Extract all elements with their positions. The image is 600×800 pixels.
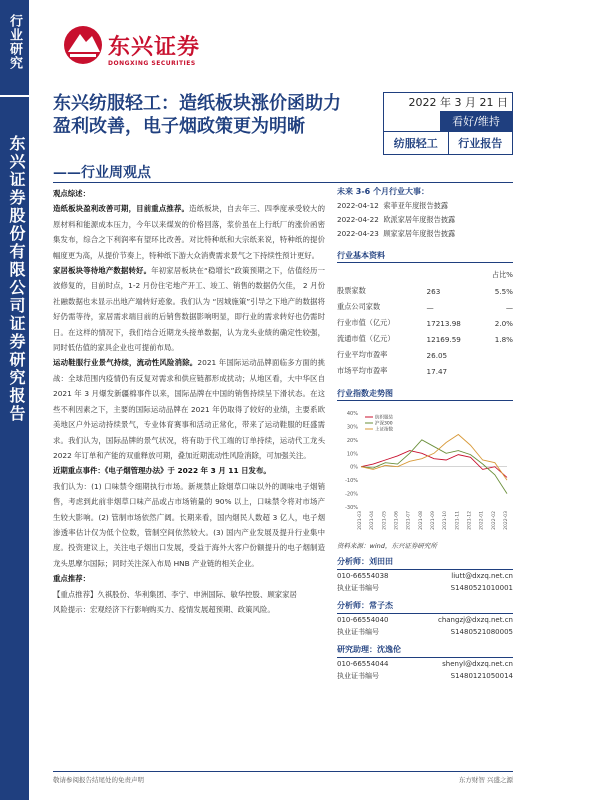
- chart-source: 资料来源：wind，东兴证券研究所: [337, 542, 437, 550]
- y-tick-label: -30%: [345, 505, 358, 511]
- series-line: [361, 434, 507, 480]
- recommendation-list: 【重点推荐】久祺股份、华利集团、李宁、申洲国际、敏华控股、顾家家居: [53, 589, 297, 599]
- analyst-title: 分析师：刘田田: [337, 554, 513, 570]
- analyst-title: 分析师：常子杰: [337, 598, 513, 614]
- x-tick-label: 2021-05: [382, 511, 388, 530]
- tag-type: 行业报告: [448, 131, 513, 154]
- analyst-title: 研究助理：沈逸伦: [337, 642, 513, 658]
- report-date: 2022 年 3 月 21 日: [408, 96, 508, 109]
- x-tick-label: 2022-02: [491, 511, 497, 530]
- page-footer: [53, 771, 513, 784]
- stats-table: [337, 267, 513, 379]
- paragraph-body: 造纸板块，自去年三、四季度承受较大的原材料和能源成本压力，今年以来煤炭的价格回落，浆价虽在上行纸厂的涨价函密集发布，综合之下利润率有望环比改善。对比特种纸和大宗纸来说，特种纸的提价幅度更为高，从提价节奏上，特种纸下游大众消费需求景气之下持续性预计更好。: [53, 204, 325, 260]
- x-tick-label: 2021-03: [358, 511, 363, 530]
- table-row: 行业市值（亿元） 17213.98 2.0%: [337, 318, 513, 328]
- tag-industry: 纺服轻工: [384, 131, 448, 154]
- x-tick-label: 2022-03: [504, 511, 509, 530]
- table-row: 流通市值（亿元） 12169.59 1.8%: [337, 334, 513, 344]
- x-tick-label: 2021-11: [455, 511, 461, 530]
- index-chart: [337, 407, 513, 539]
- analyst-block: [337, 554, 513, 682]
- x-tick-label: 2021-06: [394, 511, 400, 530]
- events-list: [337, 199, 513, 241]
- paragraph-body: 年初家居板块在“稳增长”政策预期之下，估值经历一波修复的，目前时点，1-2 月份住宅地产开工、竣工、销售的数据仍欠佳， 2 月份社融数据也未显示出地产端转好迹象。我们认为 “因城施策”引导之下地产的数据将好仍需等待，家居需求端目前的后销售数据影响明显，即行业的需求转好也仍需时日。在这样的情况下，我们结合近期龙头接单数据，认为龙头业绩的确定性较强，同时低估值的家具企业也可提前布局。: [53, 266, 325, 353]
- x-tick-label: 2022-01: [479, 511, 485, 530]
- analyst-contact: 010-66554040 changzj@dxzq.net.cn: [337, 616, 513, 624]
- y-tick-label: 30%: [346, 424, 358, 431]
- x-tick-label: 2021-09: [431, 511, 436, 530]
- legend-label: 纺织服装: [375, 415, 393, 421]
- y-tick-label: 40%: [346, 411, 358, 417]
- rating-badge: 看好/维持: [440, 111, 512, 131]
- y-tick-label: -10%: [345, 478, 358, 485]
- table-row: 股票家数 263 5.5%: [337, 286, 513, 296]
- report-meta-box: [383, 92, 513, 155]
- table-row: 市场平均市盈率 17.47: [337, 366, 448, 376]
- table-row: 重点公司家数 — —: [337, 302, 513, 312]
- section-heading: 观点综述：: [53, 189, 90, 198]
- event-item: 2022-04-12 索菲亚年度报告披露: [337, 201, 449, 210]
- paragraph-lead: 运动鞋服行业景气持续，流动性风险消除。: [53, 358, 198, 368]
- legend-label: 沪深300: [375, 421, 393, 427]
- y-tick-label: -20%: [345, 491, 358, 498]
- event-item: 2022-04-23 顾家家居年度报告披露: [337, 229, 456, 238]
- report-subtitle: ——行业周观点: [53, 165, 151, 181]
- x-tick-label: 2021-12: [467, 511, 473, 530]
- index-chart-svg: [337, 407, 513, 539]
- paragraph-lead: 造纸板块盈利改善可期，目前重点推荐。: [53, 204, 190, 214]
- logo-emblem-icon: [60, 24, 106, 66]
- y-tick-label: 0%: [350, 464, 358, 471]
- logo-text-en: DONGXING SECURITIES: [108, 60, 196, 67]
- company-logo: [60, 22, 230, 72]
- section-heading: 重点推荐：: [53, 574, 90, 584]
- y-tick-label: 20%: [346, 437, 358, 444]
- analyst-contact: 010-66554038 liutt@dxzq.net.cn: [337, 572, 513, 580]
- paragraph-lead: 近期重点事件：《电子烟管理办法》于 2022 年 3 月 11 日发布。: [53, 466, 271, 476]
- footer-disclaimer: 敬请参阅报告结尾处的免责声明: [53, 776, 144, 784]
- sidebar-company: 东兴证券股份有限公司证券研究报告: [7, 135, 26, 423]
- analyst-contact: 010-66554044 shenyl@dxzq.net.cn: [337, 660, 513, 668]
- analyst-cert: 执业证书编号 S1480521080005: [337, 628, 513, 636]
- risk-warning: 风险提示：宏观经济下行影响购买力、疫情发展超预期、政策风险。: [53, 604, 275, 614]
- paragraph-lead: 家居板块等待地产数据转好。: [53, 266, 152, 276]
- events-heading: 未来 3-6 个月行业大事：: [337, 187, 430, 196]
- event-item: 2022-04-22 欧派家居年度报告披露: [337, 215, 456, 224]
- y-tick-label: 10%: [346, 451, 358, 458]
- x-tick-label: 2021-10: [443, 511, 449, 530]
- legend-label: 上证指数: [375, 427, 393, 433]
- logo-text: 东兴证券: [108, 35, 201, 60]
- main-text: [53, 186, 325, 617]
- sidebar-category-block: [0, 0, 29, 97]
- stats-heading: 行业基本资料: [337, 249, 513, 263]
- right-column: [337, 186, 513, 682]
- table-row: 行业平均市盈率 26.05: [337, 350, 448, 360]
- table-row: 占比%: [491, 270, 513, 279]
- sidebar-category: 行业研究: [7, 14, 22, 70]
- paragraph-body: 我们认为：(1) 口味禁令细期执行市场。新规禁止除烟草口味以外的调味电子烟销售，考虑到此前非烟草口味产品或占市场销量的 90% 以上，口味禁令将对市场产生较大影响。(2) 管制市场依然广阔。长期来看，国内烟民人数超 3 亿人，电子烟渗透率估计仅为低个位数，管制空间依然较大。(3) 国内产业发展及提升行业集中度。投资建议上，关注电子烟出口发展，受益于海外大客户份额提升的电子烟制造龙头思摩尔国际；同时关注深入布局 HNB 产业链的相关企业。: [53, 481, 325, 568]
- x-tick-label: 2021-08: [418, 511, 424, 530]
- report-title: 东兴纺服轻工：造纸板块涨价函助力盈利改善，电子烟政策更为明晰: [53, 93, 341, 137]
- x-tick-label: 2021-07: [406, 511, 412, 530]
- footer-slogan: 东方财智 兴盛之源: [458, 776, 513, 784]
- paragraph-body: 2021 年国际运动品牌面临多方面的挑战：全球范围内疫情仍有反复对需求和供应链都形成扰动；从地区看，大中华区自 2021 年 3 月爆发新疆棉事件以来，国际品牌在中国的销售持续呈下滑状态。在这些不利因素之下，主要的国际运动品牌在 2021 年仍取得了较好的业绩，主要系欧美地区户外运动持续景气，专业体育赛事和活动正常化，带来了运动鞋服的旺盛需求。我们认为，国际品牌的景气状况，将有助于代工端的订单持续，运动代工龙头 2022 年订单和产能的双重释放可期，叠加近期流动性风险消除，可加强关注。: [53, 358, 325, 460]
- analyst-cert: 执业证书编号 S1480521010001: [337, 584, 513, 592]
- analyst-cert: 执业证书编号 S1480121050014: [337, 672, 513, 680]
- divider: [53, 182, 513, 183]
- report-tags: [384, 131, 512, 154]
- chart-heading: 行业指数走势图: [337, 387, 513, 401]
- x-tick-label: 2021-04: [370, 511, 376, 530]
